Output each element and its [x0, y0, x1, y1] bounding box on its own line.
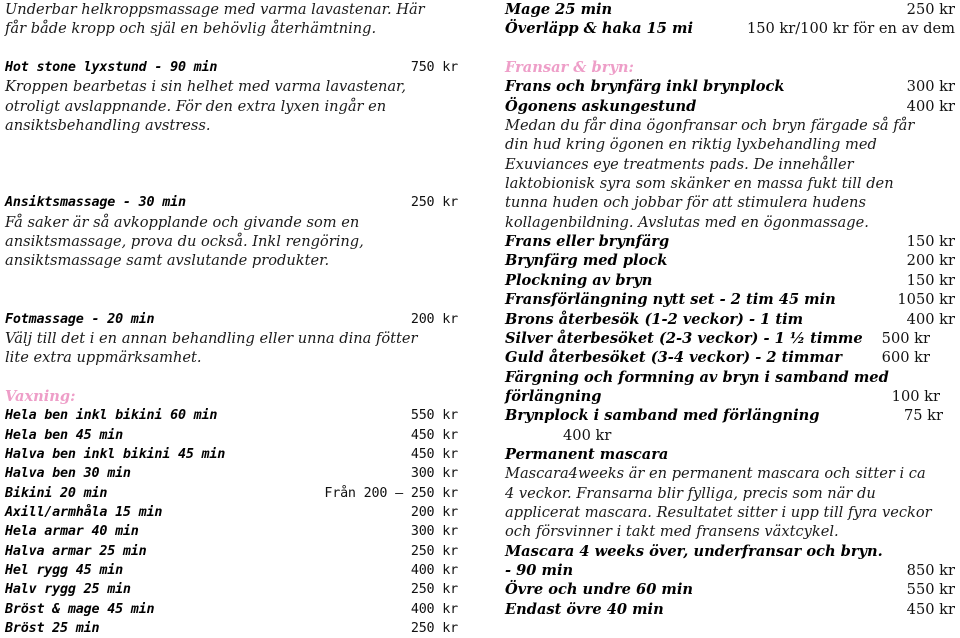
lash-item-price: 300 kr [906, 78, 955, 96]
shaping-price: 100 kr [891, 387, 940, 405]
lashes-heading: Fransar & bryn: [505, 59, 634, 77]
foot-massage-title: Fotmassage - 20 min 200 kr [5, 310, 458, 329]
waxing-item [5, 426, 458, 445]
lash-item-name: Silver återbesöket (2-3 veckor) - 1 ½ timme [505, 329, 863, 347]
waxing-item-price: 450 kr [410, 427, 458, 443]
foot-massage-desc: lite extra uppmärksamhet. [5, 349, 202, 367]
mascara-item [505, 600, 955, 619]
lash-item-price: 400 kr [906, 310, 955, 328]
lash-item [505, 329, 955, 348]
lash-item-price: 150 kr [906, 271, 955, 289]
lash-item [505, 271, 955, 290]
lash-item-price: 500 kr [881, 329, 930, 347]
waxing-item-name: Hela ben inkl bikini 60 min [5, 408, 218, 424]
lash-item-price: 1050 kr [897, 291, 955, 309]
mascara-description [505, 464, 955, 541]
lash-desc-line: kollagenbildning. Avslutas med en ögonmassage. [505, 213, 869, 231]
lash-desc-line: laktobionisk syra som skänker en massa fukt till den [505, 175, 894, 193]
waxing-item-price: 250 kr [410, 582, 458, 598]
waxing-item-name: Halva armar 25 min [5, 543, 147, 559]
waxing-item [5, 406, 458, 425]
hot-stone-desc: Kroppen bearbetas i sin helhet med varma lavastenar, [5, 78, 407, 96]
lash-item-price: 600 kr [881, 349, 930, 367]
lash-item-name: Frans och brynfärg inkl brynplock [505, 78, 785, 96]
lash-desc-line: Medan du får dina ögonfransar och bryn färgade så får [505, 117, 915, 135]
waxing-item [5, 445, 458, 464]
hot-stone-desc: otroligt avslappnande. För den extra lyxen ingår en [5, 97, 387, 115]
top-item-name: Mage 25 min [505, 1, 613, 18]
waxing-item-name: Halva ben inkl bikini 45 min [5, 446, 226, 462]
waxing-item [5, 464, 458, 483]
top-item [505, 19, 955, 38]
lash-item [505, 348, 955, 367]
mascara-item-price: 850 kr [906, 561, 955, 579]
mascara-item-price: 550 kr [906, 581, 955, 599]
waxing-item-price: 250 kr [410, 621, 458, 636]
waxing-item-name: Hela ben 45 min [5, 427, 123, 443]
mascara-desc-line: 4 veckor. Fransarna blir fylliga, precis som när du [505, 484, 876, 502]
waxing-item [5, 619, 458, 638]
waxing-item-name: Halva ben 30 min [5, 466, 131, 482]
lash-item-name: Fransförlängning nytt set - 2 tim 45 min [505, 291, 836, 309]
hot-stone-title: Hot stone lyxstund - 90 min 750 kr [5, 58, 458, 77]
lash-item [505, 251, 955, 270]
face-massage-desc: Få saker är så avkopplande och givande som en [5, 213, 360, 231]
mascara-item-name: Endast övre 40 min [505, 600, 664, 618]
lash-item [505, 77, 955, 96]
waxing-heading: Vaxning: [5, 387, 76, 405]
lash-item-name: Brynfärg med plock [505, 252, 668, 270]
brow-pluck-line: Brynplock i samband med förlängning 75 kr [505, 407, 943, 425]
mascara-item-name: - 90 min [505, 561, 574, 579]
waxing-item-name: Halv rygg 25 min [5, 582, 131, 598]
shaping-line: förlängning 100 kr [505, 387, 940, 405]
lash-desc-line: tunna huden och jobbar för att stimulera hudens [505, 194, 866, 212]
face-massage-desc: ansiktsmassage samt avslutande produkter. [5, 252, 330, 270]
stray-price: 400 kr [563, 426, 612, 444]
mascara-item [505, 580, 955, 599]
lash-item-name: Plockning av bryn [505, 271, 653, 289]
face-massage-title: Ansiktsmassage - 30 min 250 kr [5, 193, 458, 212]
top-item-price: 150 kr/100 kr för en av dem [746, 20, 955, 38]
lash-item [505, 290, 955, 309]
intro-line: Underbar helkroppsmassage med varma lavastenar. Här [5, 1, 425, 18]
mascara-desc-line: och försvinner i takt med fransens växtcykel. [505, 523, 839, 541]
waxing-item [5, 561, 458, 580]
lash-item-price: 400 kr [906, 97, 955, 115]
lash-price-list [505, 77, 955, 116]
waxing-item-name: Hel rygg 45 min [5, 562, 123, 578]
waxing-item [5, 484, 458, 503]
waxing-item-name: Axill/armhåla 15 min [5, 504, 163, 520]
waxing-item [5, 522, 458, 541]
waxing-item-name: Bikini 20 min [5, 485, 108, 501]
waxing-item-price: 450 kr [410, 446, 458, 462]
waxing-item [5, 542, 458, 561]
top-price-list [505, 0, 955, 39]
waxing-item-price: 300 kr [410, 466, 458, 482]
waxing-item [5, 580, 458, 599]
lash-item-name: Ögonens askungestund [505, 97, 697, 115]
waxing-list [5, 406, 458, 638]
waxing-item-price: 200 kr [410, 504, 458, 520]
waxing-item-name: Bröst & mage 45 min [5, 601, 155, 617]
waxing-item-price: 400 kr [410, 562, 458, 578]
top-item [505, 0, 955, 19]
lash-desc-line: Exuviances eye treatments pads. De innehåller [505, 155, 854, 173]
mascara-desc-line: applicerat mascara. Resultatet sitter i upp till fyra veckor [505, 503, 932, 521]
lash-item-price: 150 kr [906, 233, 955, 251]
mascara-title: Mascara 4 weeks över, underfransar och bryn. [505, 542, 883, 560]
lash-item-name: Brons återbesök (1-2 veckor) - 1 tim [505, 310, 804, 328]
left-column [5, 0, 458, 638]
hot-stone-desc: ansiktsbehandling avstress. [5, 117, 211, 135]
mascara-desc-line: Mascara4weeks är en permanent mascara och sitter i ca [505, 465, 926, 483]
shaping-line: Färgning och formning av bryn i samband med [505, 368, 889, 386]
lash-item-price: 200 kr [906, 252, 955, 270]
lash-item [505, 97, 955, 116]
lash-item-name: Guld återbesöket (3-4 veckor) - 2 timmar [505, 349, 842, 367]
foot-massage-desc: Välj till det i en annan behandling eller unna dina fötter [5, 329, 418, 347]
top-item-price: 250 kr [906, 1, 955, 18]
intro-line: får både kropp och själ en behövlig återhämtning. [5, 20, 377, 38]
waxing-item-price: 250 kr [410, 543, 458, 559]
waxing-item-name: Bröst 25 min [5, 621, 100, 636]
lash-item [505, 232, 955, 251]
mascara-price-list [505, 561, 955, 619]
mascara-heading: Permanent mascara [505, 445, 669, 463]
waxing-item-price: 400 kr [410, 601, 458, 617]
brow-pluck-price: 75 kr [903, 407, 943, 425]
waxing-item [5, 503, 458, 522]
face-massage-desc: ansiktsmassage, prova du också. Inkl rengöring, [5, 233, 364, 251]
waxing-item-price: 550 kr [410, 408, 458, 424]
mascara-item-name: Övre och undre 60 min [505, 581, 694, 599]
lash-item-name: Frans eller brynfärg [505, 233, 670, 251]
hot-stone-price: 750 kr [410, 60, 458, 76]
lash-description [505, 116, 955, 232]
mascara-item-price: 450 kr [906, 600, 955, 618]
waxing-item-price: 300 kr [410, 524, 458, 540]
face-massage-price: 250 kr [410, 195, 458, 211]
top-item-name: Överläpp & haka 15 mi [505, 20, 694, 38]
lash-price-list [505, 232, 955, 367]
foot-massage-price: 200 kr [410, 311, 458, 327]
waxing-item-price: Från 200 – 250 kr [324, 485, 458, 501]
mascara-item [505, 561, 955, 580]
waxing-item-name: Hela armar 40 min [5, 524, 139, 540]
lash-desc-line: din hud kring ögonen en riktig lyxbehandling med [505, 136, 877, 154]
lash-item [505, 310, 955, 329]
right-column [505, 0, 955, 619]
waxing-item [5, 600, 458, 619]
